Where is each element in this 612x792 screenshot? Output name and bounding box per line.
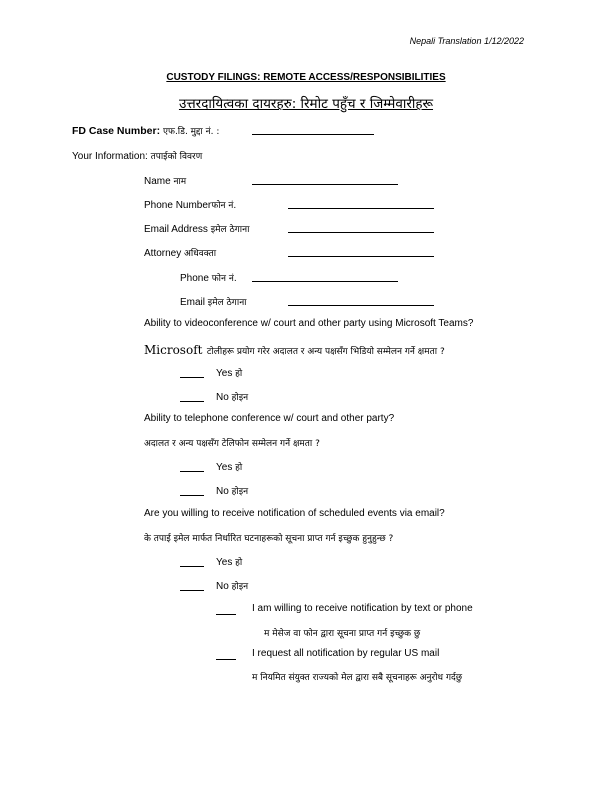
- translation-note: Nepali Translation 1/12/2022: [409, 36, 524, 46]
- text-phone-option-nepali: म मेसेज वा फोन द्वारा सूचना प्राप्त गर्न इच्छुक छु: [264, 629, 421, 639]
- telephone-yes-blank[interactable]: [180, 471, 204, 472]
- email-label-nepali: इमेल ठेगाना: [210, 225, 250, 235]
- telephone-no-label: No: [216, 486, 229, 497]
- name-label: Name: [144, 176, 171, 187]
- video-yes-label: Yes: [216, 368, 233, 379]
- telephone-question: Ability to telephone conference w/ court and other party?: [144, 413, 395, 424]
- name-label-nepali: नाम: [173, 177, 187, 187]
- attorney-row: [144, 246, 216, 259]
- video-yes-label-nepali: हो: [235, 369, 243, 379]
- email-field[interactable]: [288, 232, 434, 233]
- attorney-field[interactable]: [288, 256, 434, 257]
- phone-row: [144, 198, 236, 211]
- attorney-phone-label: Phone: [180, 273, 209, 284]
- telephone-yes-label-nepali: हो: [235, 463, 243, 473]
- mail-option-nepali: म नियमित संयुक्त राज्यको मेल द्वारा सबै सूचनाहरू अनुरोध गर्दछु: [252, 673, 463, 683]
- phone-label-nepali: फोन नं.: [211, 201, 237, 211]
- telephone-no-blank[interactable]: [180, 495, 204, 496]
- email-notify-yes-label-nepali: हो: [235, 558, 243, 568]
- name-field[interactable]: [252, 184, 398, 185]
- telephone-no-option: [216, 484, 248, 497]
- telephone-yes-option: [216, 460, 242, 473]
- attorney-phone-row: [180, 271, 237, 284]
- attorney-email-label-nepali: इमेल ठेगाना: [207, 298, 247, 308]
- email-notify-yes-option: [216, 555, 242, 568]
- email-notify-yes-label: Yes: [216, 557, 233, 568]
- mail-blank[interactable]: [216, 659, 236, 660]
- text-phone-option: I am willing to receive notification by text or phone: [252, 603, 473, 614]
- attorney-label-nepali: अधिवक्ता: [184, 249, 217, 259]
- email-notify-no-label-nepali: होइन: [231, 582, 249, 592]
- telephone-no-label-nepali: होइन: [231, 487, 249, 497]
- attorney-email-field[interactable]: [288, 305, 434, 306]
- page-title: CUSTODY FILINGS: REMOTE ACCESS/RESPONSIBILITIES: [166, 72, 446, 83]
- attorney-phone-field[interactable]: [252, 281, 398, 282]
- video-no-option: [216, 390, 248, 403]
- video-no-label-nepali: होइन: [231, 393, 249, 403]
- video-yes-option: [216, 366, 242, 379]
- attorney-label: Attorney: [144, 248, 182, 259]
- email-notify-no-label: No: [216, 581, 229, 592]
- email-notify-question-nepali: के तपाई इमेल मार्फत निर्धारित घटनाहरूको सूचना प्राप्त गर्न इच्छुक हुनुहुन्छ ?: [144, 534, 394, 544]
- email-notify-no-blank[interactable]: [180, 590, 204, 591]
- video-question-microsoft: Microsoft: [144, 343, 203, 357]
- text-phone-blank[interactable]: [216, 614, 236, 615]
- attorney-email-label: Email: [180, 297, 206, 308]
- your-information-label: Your Information:: [72, 151, 148, 162]
- your-information-label-nepali: तपाईको विवरण: [150, 152, 203, 162]
- email-label: Email Address: [144, 224, 208, 235]
- video-yes-blank[interactable]: [180, 377, 204, 378]
- case-number-field[interactable]: [252, 134, 374, 135]
- page-subtitle-nepali: उत्तरदायित्वका दायरहरु: रिमोट पहुँच र जिम्मेवारीहरू: [178, 96, 434, 112]
- email-notify-no-option: [216, 579, 248, 592]
- name-row: [144, 174, 186, 187]
- case-number-row: [72, 124, 219, 137]
- telephone-yes-label: Yes: [216, 462, 233, 473]
- video-question-nepali-row: [144, 341, 445, 359]
- video-no-blank[interactable]: [180, 401, 204, 402]
- email-row: [144, 222, 249, 235]
- telephone-question-nepali: अदालत र अन्य पक्षसँग टेलिफोन सम्मेलन गर्ने क्षमता ?: [144, 439, 320, 449]
- attorney-email-row: [180, 295, 247, 308]
- attorney-phone-label-nepali: फोन नं.: [211, 274, 237, 284]
- case-number-label: FD Case Number:: [72, 125, 161, 137]
- mail-option: I request all notification by regular US mail: [252, 648, 440, 659]
- phone-label: Phone Number: [144, 200, 212, 211]
- your-information-heading: [72, 149, 202, 162]
- video-question: Ability to videoconference w/ court and other party using Microsoft Teams?: [144, 318, 474, 329]
- case-number-label-nepali: एफ.डि. मुद्दा नं. :: [163, 127, 220, 137]
- email-notify-question: Are you willing to receive notification of scheduled events via email?: [144, 508, 445, 519]
- video-question-nepali: टोलीहरू प्रयोग गरेर अदालत र अन्य पक्षसँग भिडियो सम्मेलन गर्ने क्षमता ?: [206, 347, 445, 357]
- phone-field[interactable]: [288, 208, 434, 209]
- video-no-label: No: [216, 392, 229, 403]
- email-notify-yes-blank[interactable]: [180, 566, 204, 567]
